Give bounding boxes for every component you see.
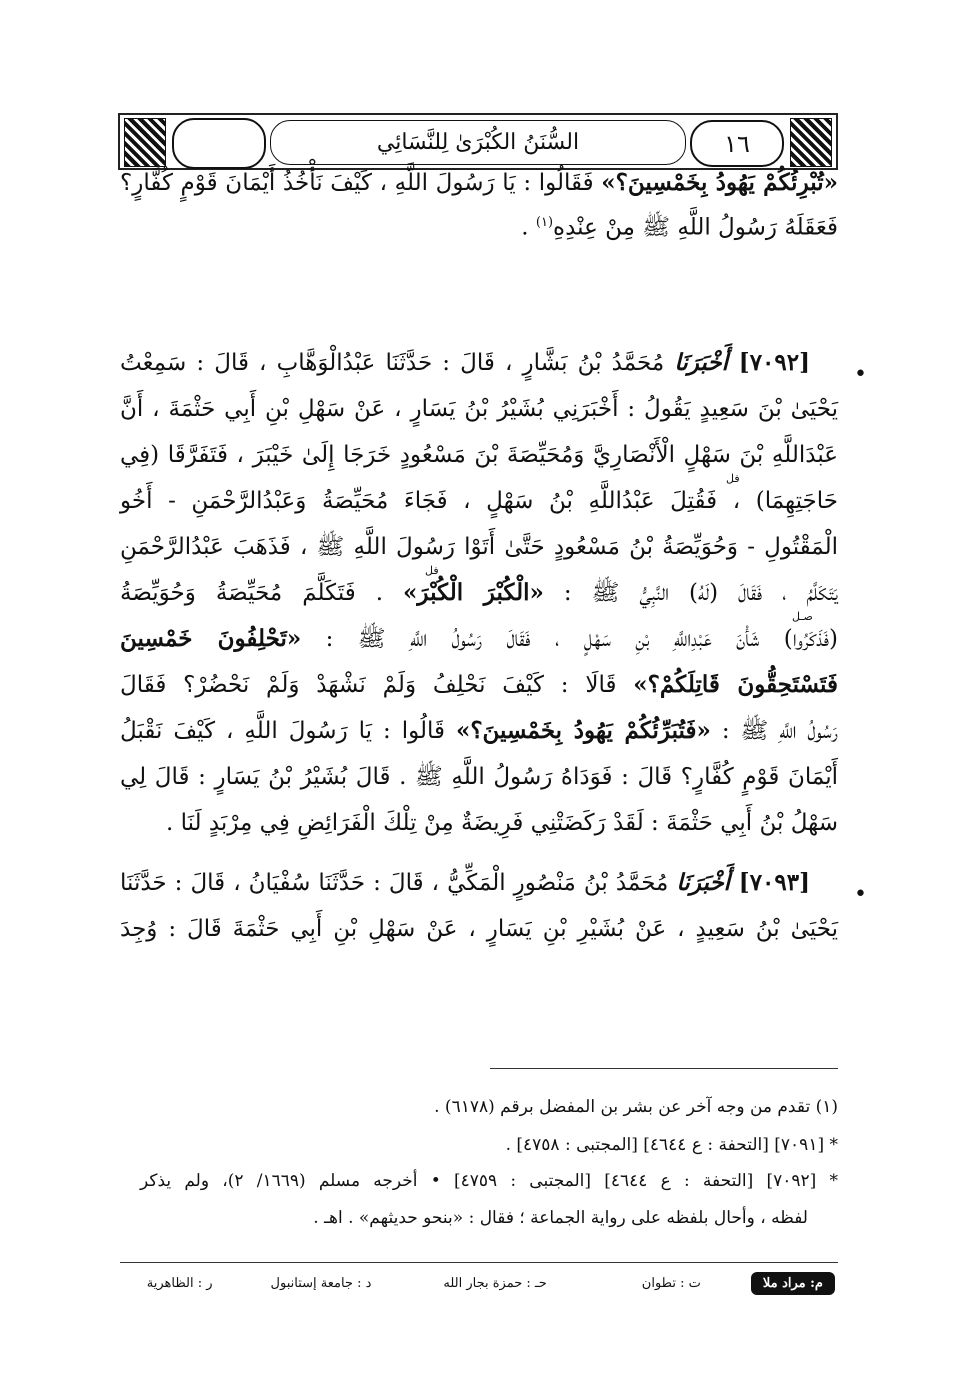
text-segment: أَيْمَانَ قَوْمٍ كُفَّارٍ؟ قَالَ : فَوَدَاهُ رَسُولُ اللَّهِ ﷺ . قَالَ بُشَيْرُ بْنُ يَسَارٍ : قَالَ لِي [120,764,838,790]
text-segment: «تَحْلِفُونَ خَمْسِينَ [120,625,302,652]
page-header [118,113,838,170]
text-line [120,868,810,898]
text-segment: حَاجَتِهِمَا) ، فَقُتِلَ عَبْدُاللَّهِ بْنُ سَهْلٍ ، فَجَاءَ مُحَيِّصَةُ وَعَبْدُالرَّحْمَنِ - أَخُو [120,488,838,514]
footnote: لفظه ، وأحال بلفظه على رواية الجماعة ؛ فقال : «بنحو حديثهم» . اهـ . [313,1208,808,1228]
text-line [120,578,838,608]
footer-manuscript-m: م: مراد ملا [751,1272,835,1295]
footnote: * [٧٠٩١] [التحفة : ع ٤٦٤٤] [المجتبى : ٤٧٥٨] . [505,1135,838,1155]
text-segment: فَقَالُوا : يَا رَسُولَ اللَّهِ ، كَيْفَ نَأْخُذُ أَيْمَانَ قَوْمٍ كُفَّارٍ؟ [120,170,602,196]
margin-note: صـل [792,610,813,623]
footer-rule [120,1262,838,1263]
text-segment: (فَذَكَرُوا) شَأْنَ عَبْدِاللَّهِ بْنِ سَهْلٍ ، فَقَالَ رَسُولُ اللَّهِ ﷺ : [301,626,839,652]
text-segment: فَتَسْتَحِقُّونَ قَاتِلَكُمْ؟» [633,671,838,698]
hadith-bullet: • [854,882,867,907]
text-line [120,716,838,746]
footnote: * [٧٠٩٢] [التحفة : ع ٤٦٤٤] [المجتبى : ٤٧٥٩] • أخرجه مسلم (١٦٦٩/ ٢)، ولم يذكر [140,1171,838,1191]
page-footer [135,1272,835,1295]
footnote-ref: (١) [535,215,554,230]
text-line [120,808,838,838]
text-segment: أَخْبَرَنَا [674,349,728,376]
text-line [120,440,838,470]
text-segment: «فَتُبَرِّئُكُمْ يَهُودُ بِخَمْسِينَ؟» [455,717,711,744]
book-title: السُّنَنُ الكُبْرَىٰ لِلنَّسَائِي [270,120,686,165]
text-line [120,762,838,792]
text-segment: عَبْدَاللَّهِ بْنَ سَهْلٍ الْأَنْصَارِيَّ وَمُحَيِّصَةَ بْنَ مَسْعُودٍ خَرَجَا إِلَىٰ خَيْبَرَ ، فَتَفَرَّقَا (فِي [120,442,838,468]
margin-note: فل [726,472,740,485]
text-segment: . فَتَكَلَّمَ مُحَيِّصَةُ وَحُوَيِّصَةُ [120,580,404,606]
ornament-left [124,118,166,167]
margin-note: فل [425,564,439,577]
book-logo [172,118,266,169]
text-line [120,670,838,700]
text-segment: فَعَقَلَهُ رَسُولُ اللَّهِ ﷺ مِنْ عِنْدِهِ [553,214,838,241]
text-segment: [٧٠٩٢] [727,349,810,376]
text-segment: يَحْيَىٰ بْنُ سَعِيدٍ ، عَنْ بُشَيْرِ بْنِ يَسَارٍ ، عَنْ سَهْلِ بْنِ أَبِي حَثْمَةَ قَالَ : وُجِدَ [120,916,838,942]
text-line [120,624,838,654]
page-number: ١٦ [690,120,784,167]
text-segment: مُحَمَّدُ بْنُ بَشَّارٍ ، قَالَ : حَدَّثَنَا عَبْدُالْوَهَّابِ ، قَالَ : سَمِعْتُ [120,350,675,376]
footnote: (١) تقدم من وجه آخر عن بشر بن المفضل برقم (٦١٧٨) . [434,1097,838,1117]
text-line [120,394,838,424]
footer-manuscript-d: د : جامعة إستانبول [270,1276,372,1291]
text-segment: [٧٠٩٣] [730,869,810,896]
text-line [120,208,838,243]
footnote-rule [490,1068,838,1069]
ornament-right [790,118,832,167]
text-line [120,914,838,944]
text-segment: . [521,214,536,241]
text-segment: «تُبْرِئُكُمْ يَهُودُ بِخَمْسِينَ؟» [601,169,838,196]
text-segment: قَالَا : كَيْفَ نَحْلِفُ وَلَمْ نَشْهَدْ وَلَمْ نَحْضُرْ؟ فَقَالَ [120,672,634,698]
footer-manuscript-t: ت : تطوان [641,1276,701,1291]
text-segment: سَهْلُ بْنُ أَبِي حَثْمَةَ : لَقَدْ رَكَضَتْنِي فَرِيضَةٌ مِنْ تِلْكَ الْفَرَائِضِ فِي مِرْبَدٍ لَنَا . [165,810,838,836]
text-segment: يَحْيَىٰ بْنَ سَعِيدٍ يَقُولُ : أَخْبَرَنِي بُشَيْرُ بْنُ يَسَارٍ ، عَنْ سَهْلِ بْنِ أَبِي حَثْمَةَ ، أَنَّ [120,396,838,422]
text-line [120,486,838,516]
text-line [120,348,810,378]
footer-manuscript-r: ر : الظاهرية [146,1276,213,1291]
text-segment: الْمَقْتُولِ - وَحُوَيِّصَةُ بْنُ مَسْعُودٍ حَتَّىٰ أَتَوْا رَسُولَ اللَّهِ ﷺ ، فَذَهَبَ عَبْدُالرَّحْمَنِ [120,534,838,560]
text-segment: أَخْبَرَنَا [676,869,731,896]
text-segment: رَسُولُ اللَّهِ ﷺ : [710,718,838,744]
text-segment: «الْكُبْرَ الْكُبْرَ» [403,579,544,606]
text-line [120,532,838,562]
text-segment: يَتَكَلَّمُ ، فَقَالَ (لَهُ) النَّبِيُّ ﷺ : [543,580,839,606]
text-line [120,168,838,198]
text-segment: مُحَمَّدُ بْنُ مَنْصُورٍ الْمَكِّيُّ ، قَالَ : حَدَّثَنَا سُفْيَانُ ، قَالَ : حَدَّثَنَا [120,870,677,896]
hadith-bullet: • [854,362,867,387]
text-segment: قَالُوا : يَا رَسُولَ اللَّهِ ، كَيْفَ نَقْبَلُ [120,718,456,744]
footer-manuscript-h: حـ : حمزة بجار الله [443,1276,547,1291]
